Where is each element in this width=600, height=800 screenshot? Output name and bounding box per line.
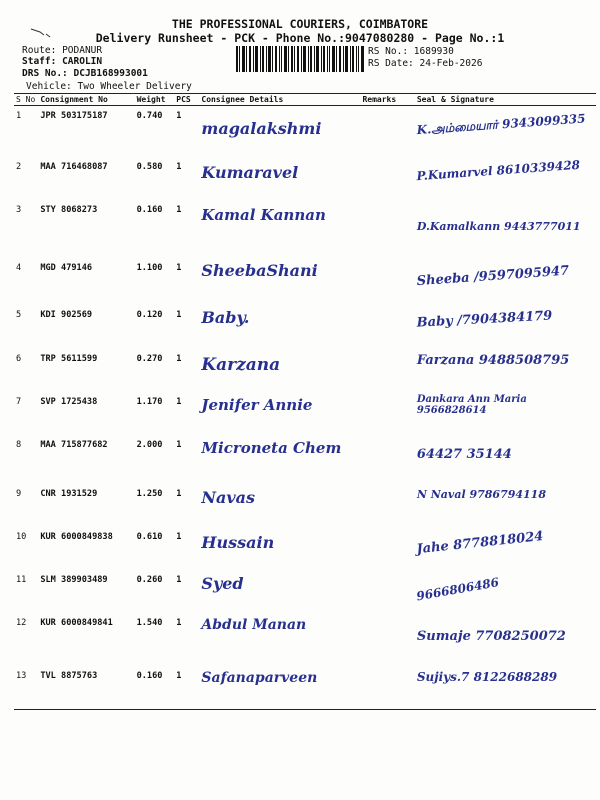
- rs-no-label: RS No.:: [368, 46, 409, 57]
- cell-consignment: KUR 6000849838: [40, 531, 113, 542]
- cell-weight: 0.610: [136, 531, 163, 542]
- staff-value: CAROLIN: [62, 56, 103, 67]
- cell-seal-signature: Farzana 9488508795: [416, 352, 570, 368]
- col-header-consignment: Consignment No: [38, 94, 134, 106]
- cell-consignee-handwritten: Hussain: [201, 532, 275, 552]
- cell-remarks: [360, 484, 414, 527]
- cell-weight: 0.580: [136, 161, 163, 172]
- staff-line: [22, 56, 102, 67]
- cell-pcs: 1: [176, 439, 182, 450]
- cell-consignment: STY 8068273: [40, 205, 98, 215]
- cell-sno: 10: [16, 531, 27, 542]
- route-label: Route:: [22, 45, 57, 56]
- cell-sno: 12: [16, 617, 27, 628]
- rs-date-line: [368, 58, 482, 69]
- cell-remarks: [360, 349, 414, 393]
- cell-seal-signature: N Naval 9786794118: [416, 488, 546, 501]
- route-value: PODANUR: [62, 45, 103, 56]
- cell-weight: 0.270: [136, 353, 163, 364]
- cell-consignee-handwritten: Microneta Chem: [201, 438, 342, 457]
- runsheet-subtitle: Delivery Runsheet - PCK - Phone No.:9047080280 - Page No.:1: [95, 31, 505, 45]
- rs-no-line: [368, 46, 454, 57]
- cell-seal-signature: Baby /7904384179: [416, 308, 553, 331]
- cell-consignment: JPR 503175187: [40, 111, 108, 121]
- cell-sno: 9: [16, 489, 22, 499]
- cell-remarks: [360, 570, 414, 613]
- cell-pcs: 1: [176, 575, 182, 585]
- cell-consignment: MAA 716468087: [40, 161, 108, 172]
- cell-pcs: 1: [176, 353, 182, 364]
- cell-weight: 0.160: [136, 205, 163, 215]
- cell-sno: 11: [16, 575, 27, 585]
- col-header-remarks: Remarks: [360, 94, 414, 106]
- cell-weight: 1.250: [136, 489, 163, 499]
- vehicle-value: Two Wheeler Delivery: [77, 81, 192, 92]
- cell-pcs: 1: [176, 397, 182, 407]
- cell-remarks: [360, 200, 414, 258]
- cell-seal-signature: Sheeba /9597095947: [416, 263, 570, 289]
- rs-no-value: 1689930: [413, 46, 454, 57]
- table-row: [14, 258, 596, 306]
- cell-seal-signature: 9666806486: [415, 575, 500, 604]
- cell-sno: 1: [16, 111, 22, 121]
- cell-pcs: 1: [176, 205, 182, 215]
- drs-line: [22, 68, 148, 79]
- cell-consignee-handwritten: Syed: [201, 574, 244, 593]
- cell-pcs: 1: [176, 310, 182, 320]
- cell-weight: 0.740: [136, 111, 163, 121]
- table-row: [14, 305, 596, 349]
- cell-seal-signature: D.Kamalkann 9443777011: [416, 220, 581, 233]
- cell-sno: 4: [16, 262, 22, 273]
- company-title: THE PROFESSIONAL COURIERS, COIMBATORE: [171, 17, 429, 31]
- cell-consignee-handwritten: Kamal Kannan: [201, 206, 326, 224]
- table-row: [14, 157, 596, 201]
- cell-pcs: 1: [174, 666, 199, 709]
- cell-seal-signature: Sujiys.7 8122688289: [415, 666, 596, 709]
- cell-weight: 0.260: [136, 575, 163, 585]
- drs-value: DCJB168993001: [73, 68, 148, 79]
- cell-remarks: [360, 666, 414, 709]
- cell-remarks: [360, 435, 414, 485]
- cell-consignment: KUR 6000849841: [40, 617, 113, 628]
- cell-consignee-handwritten: SheebaShani: [201, 260, 318, 280]
- col-header-weight: Weight: [135, 94, 175, 106]
- cell-sno: 8: [16, 439, 22, 450]
- cell-pcs: 1: [176, 262, 182, 273]
- cell-consignee-handwritten: Abdul Manan: [201, 616, 307, 633]
- cell-consignment: KDI 902569: [40, 310, 93, 320]
- cell-sno: 13: [14, 666, 38, 709]
- table-row: [14, 349, 596, 393]
- cell-weight: 0.160: [135, 666, 175, 709]
- cell-weight: 1.170: [136, 397, 163, 407]
- table-row: [14, 666, 596, 709]
- cell-pcs: 1: [176, 531, 182, 542]
- table-header-row: [14, 94, 596, 106]
- cell-consignee-handwritten: Kumaravel: [201, 162, 299, 182]
- table-row: [14, 570, 596, 613]
- cell-consignee-handwritten: Navas: [201, 488, 256, 507]
- cell-remarks: [360, 613, 414, 667]
- cell-sno: 7: [16, 397, 22, 407]
- cell-weight: 1.100: [136, 262, 163, 273]
- cell-seal-signature: 64427 35144: [416, 446, 512, 462]
- vehicle-label: Vehicle:: [26, 81, 72, 92]
- cell-remarks: [360, 305, 414, 349]
- cell-remarks: [360, 392, 414, 435]
- cell-remarks: [360, 157, 414, 201]
- staff-label: Staff:: [22, 56, 57, 67]
- route-line: [22, 45, 102, 56]
- cell-consignee-handwritten: Karzana: [201, 354, 281, 375]
- cell-pcs: 1: [176, 489, 182, 499]
- vehicle-line: [26, 81, 192, 92]
- cell-consignment: SLM 389903489: [40, 575, 108, 585]
- cell-sno: 5: [16, 310, 22, 320]
- cell-consignee-handwritten: Baby.: [201, 308, 250, 327]
- cell-remarks: [360, 258, 414, 306]
- table-row: [14, 200, 596, 258]
- rs-date-value: 24-Feb-2026: [419, 58, 483, 69]
- cell-pcs: 1: [176, 111, 182, 121]
- drs-label: DRS No.:: [22, 68, 68, 79]
- cell-consignee-handwritten: magalakshmi: [201, 119, 322, 138]
- cell-sno: 6: [16, 353, 22, 364]
- col-header-pcs: PCS: [174, 94, 199, 106]
- cell-pcs: 1: [176, 161, 182, 172]
- table-row: [14, 484, 596, 527]
- col-header-consignee: Consignee Details: [199, 94, 360, 106]
- cell-seal-signature: P.Kumarvel 8610339428: [415, 157, 581, 183]
- runsheet-table: [14, 93, 596, 710]
- cell-sno: 2: [16, 161, 22, 172]
- rs-date-label: RS Date:: [368, 58, 414, 69]
- col-header-seal: Seal & Signature: [415, 94, 596, 106]
- cell-sno: 3: [16, 205, 22, 215]
- cell-seal-signature: Dankara Ann Maria 9566828614: [416, 394, 527, 416]
- barcode-image: [236, 46, 364, 72]
- cell-consignment: CNR 1931529: [40, 489, 98, 499]
- cell-weight: 0.120: [136, 310, 163, 320]
- table-row: [14, 435, 596, 485]
- cell-consignment: SVP 1725438: [40, 397, 98, 407]
- cell-seal-signature: Sumaje 7708250072: [416, 628, 566, 644]
- cell-remarks: [360, 527, 414, 571]
- cell-consignee-handwritten: Jenifer Annie: [201, 396, 313, 414]
- cell-pcs: 1: [176, 617, 182, 628]
- cell-seal-signature: K.அம்மையார் 9343099335: [416, 110, 586, 137]
- table-row: [14, 106, 596, 157]
- table-row: [14, 527, 596, 571]
- cell-weight: 1.540: [136, 617, 163, 628]
- cell-consignment: MAA 715877682: [40, 439, 108, 450]
- col-header-sno: S No: [14, 94, 38, 106]
- cell-remarks: [360, 106, 414, 157]
- cell-consignment: TVL 8875763: [38, 666, 134, 709]
- cell-weight: 2.000: [136, 439, 163, 450]
- cell-consignee-handwritten: Safanaparveen: [199, 666, 360, 709]
- cell-seal-signature: Jahe 8778818024: [415, 528, 544, 557]
- cell-consignment: MGD 479146: [40, 262, 93, 273]
- cell-consignment: TRP 5611599: [40, 353, 98, 364]
- table-row: [14, 392, 596, 435]
- table-row: [14, 613, 596, 667]
